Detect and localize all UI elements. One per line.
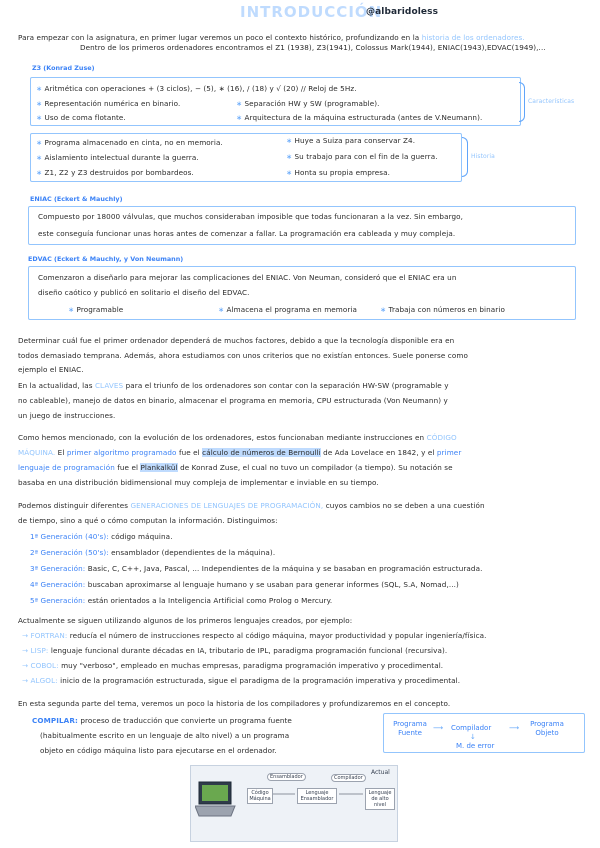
z3-feature-5: ∗ Arquitectura de la máquina estructurada (antes de V.Neumann).	[236, 113, 483, 122]
diagram-source: Programa Fuente	[393, 720, 427, 737]
p2-line-2: no cableable), manejo de datos en binario, almacenar el programa en memoria, CPU estructurada (Von Neumann) y	[18, 396, 448, 405]
z3-history-2: ∗ Huye a Suiza para conservar Z4.	[286, 136, 416, 145]
generation-5: 5ª Generación: están orientados a la Inteligencia Artificial como Prolog o Mercury.	[30, 596, 333, 605]
edvac-line-2: diseño caótico y publicó en solitario el diseño del EDVAC.	[38, 288, 250, 297]
languages-intro: Actualmente se siguen utilizando algunos de los primeros lenguajes creados, por ejemplo:	[18, 616, 353, 625]
z3-feature-1: ∗ Aritmética con operaciones + (3 ciclos), − (5), ∗ (16), / (18) y √ (20) // Reloj de 5Hz.	[36, 84, 357, 93]
z3-feature-4: ∗ Uso de coma flotante.	[36, 113, 126, 122]
p3-line-2: MÁQUINA. El primer algoritmo programado fue el cálculo de números de Bernoulli de Ada Lovelace en 1842, y el primer	[18, 448, 462, 457]
edvac-line-1: Comenzaron a diseñarlo para mejorar las complicaciones del ENIAC. Von Neuman, consideró que el ENIAC era un	[38, 273, 457, 282]
figure-box-highlevel: Lenguaje de alto nivel	[365, 788, 395, 810]
figure-left-label: Ensamblador	[267, 773, 306, 781]
closing-line: En esta segunda parte del tema, veremos un poco la historia de los compiladores y profundizaremos en el concepto.	[18, 699, 451, 708]
z3-history-5: ∗ Z1, Z2 y Z3 destruidos por bombardeos.	[36, 168, 194, 177]
generation-1: 1ª Generación (40's): código máquina.	[30, 532, 173, 541]
edvac-bullet-3: ∗ Trabaja con números en binario	[380, 305, 505, 314]
p1-line-1: Determinar cuál fue el primer ordenador dependerá de muchos factores, debido a que la tecnología disponible era en	[18, 336, 455, 345]
p3-line-1: Como hemos mencionado, con la evolución de los ordenadores, estos funcionaban mediante instrucciones en CÓDIGO	[18, 433, 457, 442]
compiler-def-1: COMPILAR: proceso de traducción que convierte un programa fuente	[32, 716, 292, 725]
intro-line-1: Para empezar con la asignatura, en primer lugar veremos un poco el contexto histórico, profundizando en la historia de los ordenadores.	[18, 33, 525, 42]
language-algol: → ALGOL: inicio de la programación estructurada, sigue el paradigma de la programación imperativa y procedimental.	[22, 676, 461, 685]
author-handle: @albaridoless	[366, 7, 439, 17]
compiler-def-3: objeto en código máquina listo para ejecutarse en el ordenador.	[40, 746, 277, 755]
p4-line-2: de tiempo, sino a qué o cómo computan la información. Distinguimos:	[18, 516, 278, 525]
language-lisp: → LISP: lenguaje funcional durante décadas en IA, tributario de IPL, paradigma programación funcional (recursiva).	[22, 646, 448, 655]
compiler-def-2: (habitualmente escrito en un lenguaje de alto nivel) a un programa	[40, 731, 290, 740]
p2-line-1: En la actualidad, las CLAVES para el triunfo de los ordenadores son contar con la separación HW-SW (programable y	[18, 381, 449, 390]
page-title: INTRODUCCIÓN	[240, 3, 383, 21]
figure-right-title: Actual	[371, 769, 390, 776]
generation-3: 3ª Generación: Basic, C, C++, Java, Pascal, ... Independientes de la máquina y se basaban en programación estructurada.	[30, 564, 483, 573]
edvac-bullet-2: ∗ Almacena el programa en memoria	[218, 305, 358, 314]
diagram-compiler: Compilador	[451, 724, 492, 732]
edvac-bullet-1: ∗ Programable	[68, 305, 124, 314]
language-fortran: → FORTRAN: reducía el número de instrucciones respecto al código máquina, mayor productividad y popular ingeniería/física.	[22, 631, 487, 640]
history-brace	[462, 137, 468, 177]
generation-4: 4ª Generación: buscaban aproximarse al lenguaje humano y se usaban para generar informes (SQL, S.A, Nomad,...)	[30, 580, 459, 589]
eniac-title: ENIAC (Eckert & Mauchly)	[30, 195, 123, 203]
diagram-arrow-2: ⟶	[509, 724, 520, 732]
diagram-error: M. de error	[456, 742, 495, 750]
generation-2: 2ª Generación (50's): ensamblador (dependientes de la máquina).	[30, 548, 276, 557]
z3-title: Z3 (Konrad Zuse)	[32, 64, 95, 72]
diagram-arrow-down: ↓	[470, 733, 476, 741]
diagram-object: Programa Objeto	[530, 720, 564, 737]
figure-box-assembly: Lenguaje Ensamblador	[297, 788, 337, 804]
p1-line-3: ejemplo el ENIAC.	[18, 365, 84, 374]
figure-arrows	[191, 766, 397, 841]
intro-line-2: Dentro de los primeros ordenadores encontramos el Z1 (1938), Z3(1941), Colossus Mark(1944), ENIAC(1943),EDVAC(1949),...	[80, 43, 546, 52]
compiler-history-figure	[190, 765, 398, 842]
eniac-line-1: Compuesto por 18000 válvulas, que muchos consideraban imposible que todas funcionaran a la vez. Sin embargo,	[38, 212, 464, 221]
language-cobol: → COBOL: muy "verboso", empleado en muchas empresas, paradigma programación imperativo y procedimental.	[22, 661, 444, 670]
z3-history-4: ∗ Su trabajo para con el fin de la guerra.	[286, 152, 438, 161]
edvac-title: EDVAC (Eckert & Mauchly, y Von Neumann)	[28, 255, 184, 263]
p1-line-2: todos demasiado temprana. Además, ahora estudiamos con unos criterios que no existían entonces. Suele ponerse como	[18, 351, 468, 360]
p3-line-3: lenguaje de programación fue el Plankalkül de Konrad Zuse, el cual no tuvo un compilador (a tiempo). Su notación se	[18, 463, 453, 472]
z3-feature-2: ∗ Representación numérica en binario.	[36, 99, 181, 108]
p4-line-1: Podemos distinguir diferentes GENERACIONES DE LENGUAJES DE PROGRAMACIÓN, cuyos cambios no se deben a una cuestión	[18, 501, 485, 510]
features-brace	[519, 82, 525, 122]
figure-mid-label: Compilador	[331, 774, 366, 782]
features-label: Características	[528, 98, 575, 105]
z3-feature-3: ∗ Separación HW y SW (programable).	[236, 99, 380, 108]
eniac-line-2: este conseguía funcionar unas horas antes de comenzar a fallar. La programación era cableada y muy compleja.	[38, 229, 456, 238]
z3-history-1: ∗ Programa almacenado en cinta, no en memoria.	[36, 138, 223, 147]
history-label: Historia	[471, 153, 495, 160]
figure-box-machine: Código Máquina	[247, 788, 273, 804]
z3-history-3: ∗ Aislamiento intelectual durante la guerra.	[36, 153, 199, 162]
diagram-arrow-1: ⟶	[433, 724, 444, 732]
z3-history-6: ∗ Honta su propia empresa.	[286, 168, 391, 177]
p2-line-3: un juego de instrucciones.	[18, 411, 116, 420]
p3-line-4: basaba en una distribución bidimensional muy compleja de implementar e inviable en su tiempo.	[18, 478, 379, 487]
